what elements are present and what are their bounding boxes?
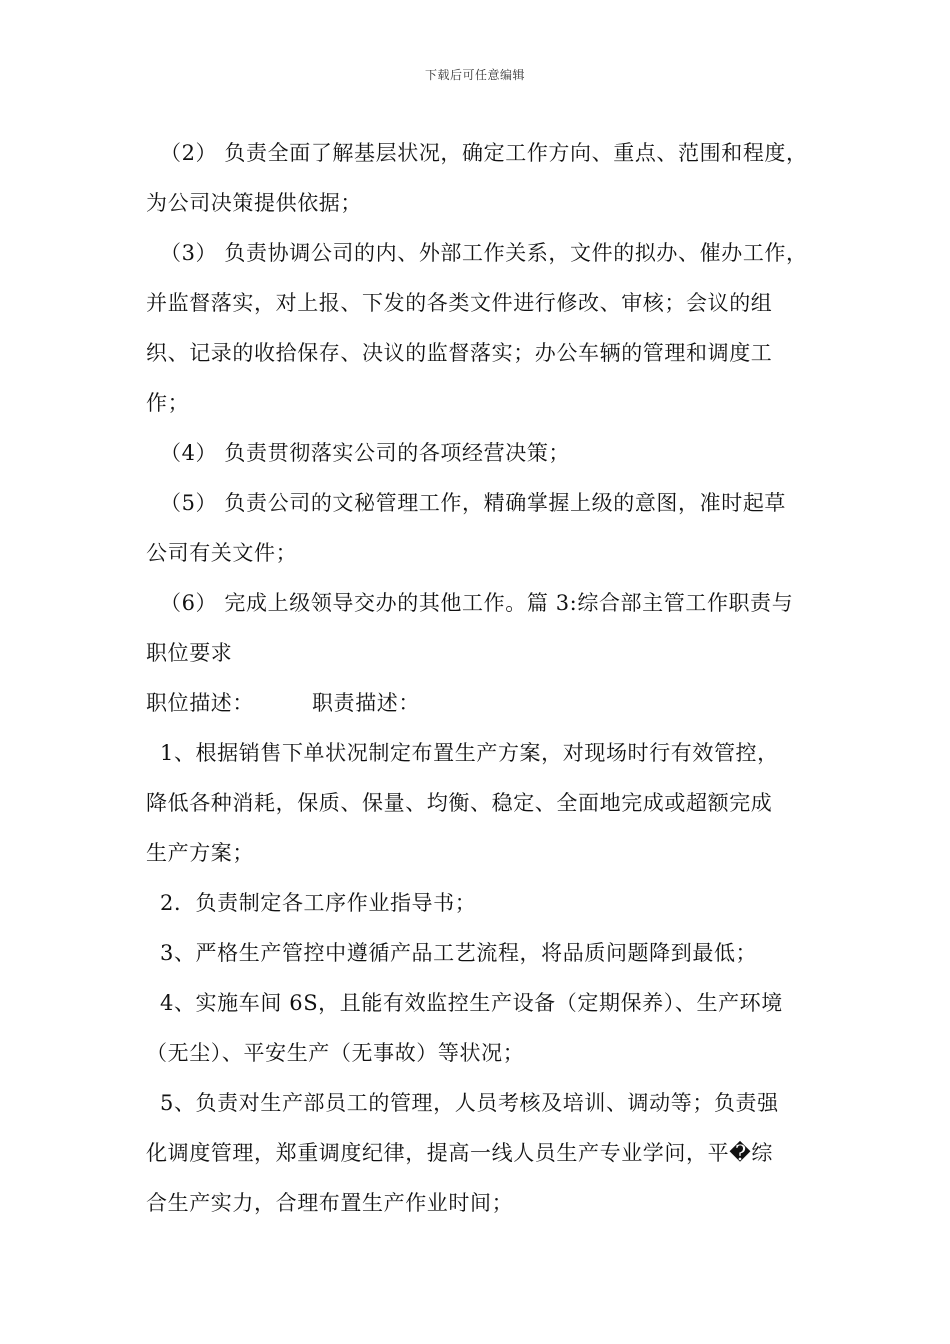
paragraph-line: 为公司决策提供依据； xyxy=(146,191,362,215)
paragraph-line: 4、实施车间 6S，且能有效监控生产设备（定期保养）、生产环境 xyxy=(160,991,783,1015)
document-body xyxy=(146,128,816,1228)
paragraph-line: 作； xyxy=(146,391,190,415)
paragraph-line: （无尘）、平安生产（无事故）等状况； xyxy=(146,1041,525,1065)
position-line xyxy=(146,678,816,728)
paragraph-line: 织、记录的收拾保存、决议的监督落实；办公车辆的管理和调度工 xyxy=(146,341,773,365)
paragraph-line: 5、负责对生产部员工的管理，人员考核及培训、调动等；负责强 xyxy=(160,1091,779,1115)
paragraph-line: 化调度管理，郑重调度纪律，提高一线人员生产专业学问，平�综 xyxy=(146,1141,773,1165)
paragraph-line: 生产方案； xyxy=(146,841,254,865)
paragraph-line: （5） 负责公司的文秘管理工作，精确掌握上级的意图，准时起草 xyxy=(160,491,787,515)
paragraph-line: 合生产实力，合理布置生产作业时间； xyxy=(146,1191,514,1215)
paragraph-line: 3、严格生产管控中遵循产品工艺流程，将品质问题降到最低； xyxy=(160,941,758,965)
page-header: 下载后可任意编辑 xyxy=(424,68,525,82)
paragraph-line: 降低各种消耗，保质、保量、均衡、稳定、全面地完成或超额完成 xyxy=(146,791,773,815)
paragraph-line: 1、根据销售下单状况制定布置生产方案，对现场时行有效管控， xyxy=(160,741,779,765)
position-description-label: 职位描述： xyxy=(146,691,254,715)
paragraph-line: 职位要求 xyxy=(146,641,233,665)
paragraph-line: 并监督落实，对上报、下发的各类文件进行修改、审核；会议的组 xyxy=(146,291,773,315)
paragraph-line: （4） 负责贯彻落实公司的各项经营决策； xyxy=(160,441,571,465)
paragraph-line: （6） 完成上级领导交办的其他工作。篇 3:综合部主管工作职责与 xyxy=(160,591,794,615)
paragraph-line: 2．负责制定各工序作业指导书； xyxy=(160,891,477,915)
duty-description-label: 职责描述： xyxy=(312,691,420,715)
paragraph-line: （3） 负责协调公司的内、外部工作关系，文件的拟办、催办工作， xyxy=(160,241,808,265)
paragraph-line: （2） 负责全面了解基层状况，确定工作方向、重点、范围和程度， xyxy=(160,141,808,165)
paragraph-line: 公司有关文件； xyxy=(146,541,298,565)
